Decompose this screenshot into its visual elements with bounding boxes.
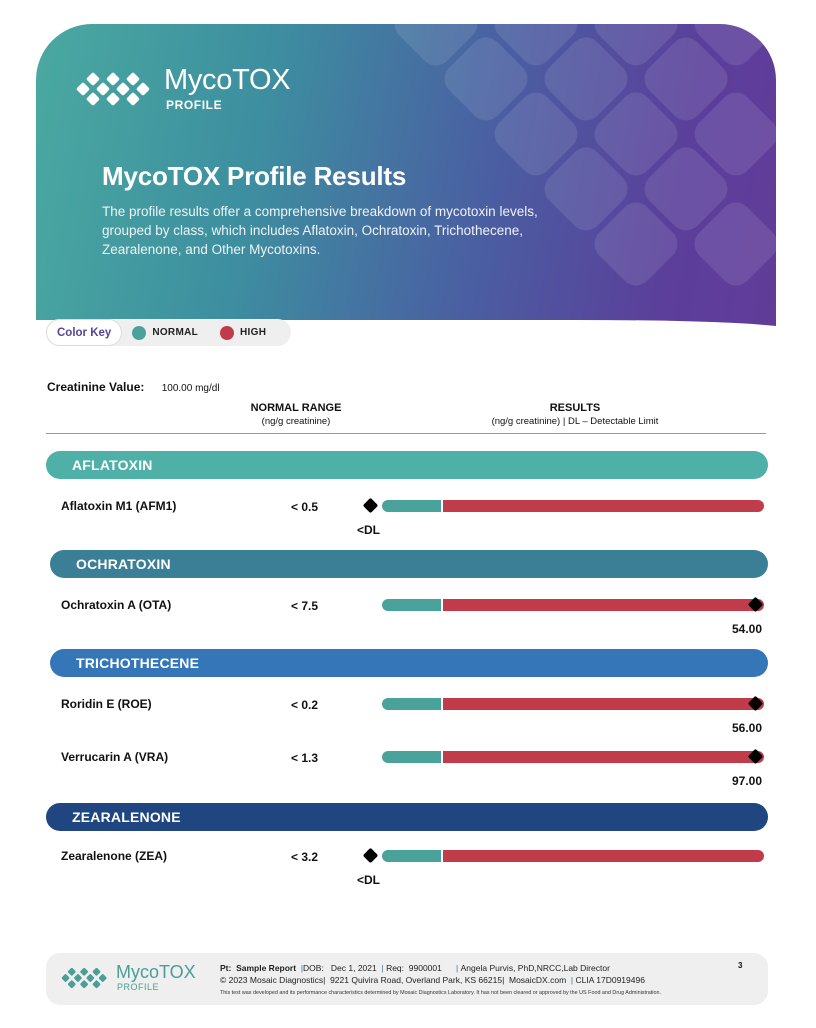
- high-segment: [443, 500, 764, 512]
- result-bar: [382, 599, 764, 611]
- result-marker-icon: [363, 848, 379, 864]
- fda-disclaimer: This test was developed and its performance characteristics determined by Mosaic Diagnostics Laboratory. It has not been cleared or approved by the US Food and Drug Administration.: [220, 990, 661, 996]
- normal-range-header: [226, 402, 366, 428]
- results-header: [444, 402, 706, 428]
- section-header-trichothecene: TRICHOTHECENE: [50, 649, 768, 677]
- footer-logo-title: MycoTOX: [116, 962, 196, 982]
- copyright: © 2023 Mosaic Diagnostics: [220, 975, 324, 985]
- color-key-label: Color Key: [46, 319, 122, 346]
- color-key: [46, 319, 291, 346]
- high-label: HIGH: [240, 327, 267, 338]
- result-value: <DL: [357, 523, 381, 537]
- analyte-name: Zearalenone (ZEA): [61, 849, 168, 863]
- results-title: RESULTS: [549, 402, 601, 414]
- result-value: 56.00: [731, 721, 762, 735]
- page-title: MycoTOX Profile Results: [102, 161, 407, 191]
- analyte-name: Roridin E (ROE): [61, 697, 152, 711]
- diamond-pattern: [376, 24, 776, 326]
- logo-diamonds-icon: [74, 68, 158, 110]
- section-header-ochratoxin: OCHRATOXIN: [50, 550, 768, 578]
- req-label: Req:: [386, 963, 405, 973]
- website-link[interactable]: MosaicDX.com: [509, 975, 567, 985]
- page-number: 3: [738, 961, 743, 970]
- normal-range-value: < 3.2: [291, 850, 319, 864]
- section-header-aflatoxin: AFLATOXIN: [46, 451, 768, 479]
- high-segment: [443, 850, 764, 862]
- creatinine-label: Creatinine Value:: [47, 380, 145, 394]
- patient-name: Sample Report: [236, 963, 297, 973]
- lab-director: Angela Purvis, PhD,NRCC,Lab Director: [460, 963, 610, 973]
- result-marker-icon: [363, 498, 379, 514]
- req-value: 9900001: [408, 963, 442, 973]
- normal-segment: [382, 500, 441, 512]
- address: 9221 Quivira Road, Overland Park, KS 66215: [330, 975, 503, 985]
- normal-range-value: < 7.5: [291, 599, 319, 613]
- header-banner: [36, 24, 776, 326]
- normal-range-subtitle: (ng/g creatinine): [261, 416, 331, 427]
- result-bar: [382, 698, 764, 710]
- analyte-name: Ochratoxin A (OTA): [61, 598, 172, 612]
- page-description: The profile results offer a comprehensive breakdown of mycotoxin levels, grouped by class, which includes Aflatoxin, Ochratoxin, Trichothecene, Zearalenone, and Other Mycotoxins.: [102, 204, 538, 257]
- high-segment: [443, 698, 764, 710]
- creatinine-amount: 100.00 mg/dl: [161, 383, 220, 394]
- high-dot-icon: [220, 326, 234, 340]
- header-divider: [46, 433, 766, 434]
- color-key-normal: [132, 326, 198, 340]
- result-bar: [382, 500, 764, 512]
- creatinine-value: [47, 380, 220, 394]
- normal-range-value: < 1.3: [291, 751, 319, 765]
- footer-logo-subtitle: PROFILE: [117, 982, 160, 992]
- analyte-name: Verrucarin A (VRA): [61, 750, 169, 764]
- results-subtitle: (ng/g creatinine) | DL – Detectable Limit: [491, 416, 659, 427]
- normal-range-title: NORMAL RANGE: [250, 402, 342, 414]
- mycotox-logo: [74, 66, 290, 111]
- normal-segment: [382, 599, 441, 611]
- normal-segment: [382, 850, 441, 862]
- result-bar: [382, 850, 764, 862]
- normal-dot-icon: [132, 326, 146, 340]
- section-header-zearalenone: ZEARALENONE: [46, 803, 768, 831]
- high-segment: [443, 751, 764, 763]
- high-segment: [443, 599, 764, 611]
- footer-info: Pt: Sample Report |DOB: Dec 1, 2021 | Req: 9900001 | Angela Purvis, PhD,NRCC,Lab Director © 2023 Mosaic Diagnostics| 9221 Quivira Road, Overland Park, KS 66215| MosaicDX.com | CLIA 17D0919496: [220, 963, 645, 985]
- footer-logo-diamonds-icon: [60, 964, 112, 992]
- result-bar: [382, 751, 764, 763]
- result-value: <DL: [357, 873, 381, 887]
- footer-logo: [60, 963, 196, 992]
- dob-value: Dec 1, 2021: [330, 963, 377, 973]
- logo-subtitle: PROFILE: [166, 98, 223, 112]
- result-value: 54.00: [731, 622, 762, 636]
- clia-number: CLIA 17D0919496: [575, 975, 645, 985]
- logo-title: MycoTOX: [164, 64, 291, 96]
- normal-range-value: < 0.5: [291, 500, 319, 514]
- color-key-high: [220, 326, 266, 340]
- dob-label: DOB:: [303, 963, 324, 973]
- normal-segment: [382, 751, 441, 763]
- normal-label: NORMAL: [152, 327, 199, 338]
- result-value: 97.00: [731, 774, 762, 788]
- patient-label: Pt:: [220, 963, 232, 973]
- normal-range-value: < 0.2: [291, 698, 319, 712]
- analyte-name: Aflatoxin M1 (AFM1): [61, 499, 177, 513]
- page-footer: [46, 953, 768, 1005]
- normal-segment: [382, 698, 441, 710]
